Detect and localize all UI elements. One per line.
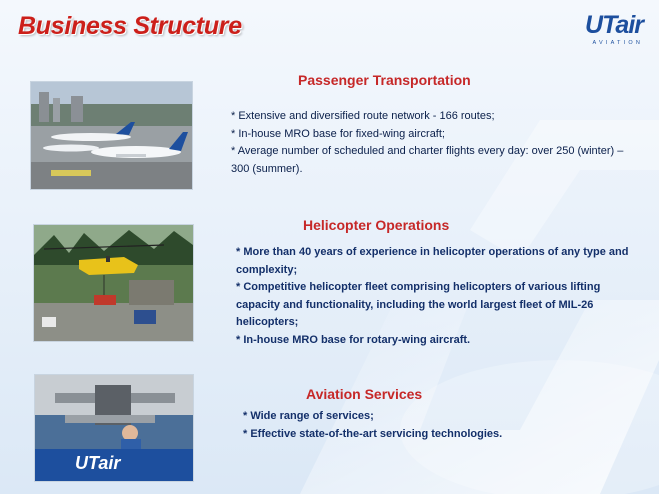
logo-wordmark: UTair xyxy=(585,11,643,39)
rotor-maintenance-photo xyxy=(34,374,194,482)
helicopter-bullets xyxy=(236,244,631,349)
list-item: * More than 40 years of experience in helicopter operations of any type and complexity; xyxy=(236,246,629,276)
logo-subtitle: AVIATION xyxy=(592,40,643,46)
helicopter-lifting-photo xyxy=(33,224,194,342)
list-item: * In-house MRO base for rotary-wing aircraft. xyxy=(236,333,471,346)
list-item: * Effective state-of-the-art servicing technologies. xyxy=(243,427,503,440)
page-title: Business Structure xyxy=(18,12,242,40)
list-item: * Competitive helicopter fleet comprising helicopters of various lifting capacity and functionality, including the world largest fleet of MIL-26 helicopters; xyxy=(236,281,601,328)
section-title-helicopter: Helicopter Operations xyxy=(303,217,450,233)
aircraft-apron-photo xyxy=(30,81,193,190)
section-title-aviation: Aviation Services xyxy=(306,386,423,402)
list-item: * Average number of scheduled and charter flights every day: over 250 (winter) – 300 (summer). xyxy=(231,145,624,175)
list-item: * In-house MRO base for fixed-wing aircraft; xyxy=(231,127,445,140)
utair-logo xyxy=(553,12,643,50)
passenger-bullets xyxy=(231,108,626,178)
section-title-passenger: Passenger Transportation xyxy=(298,72,471,88)
list-item: * Wide range of services; xyxy=(243,410,374,422)
photo-logo-text: UTair xyxy=(75,453,121,473)
list-item: * Extensive and diversified route network - 166 routes; xyxy=(231,110,495,122)
aviation-bullets xyxy=(243,408,638,443)
